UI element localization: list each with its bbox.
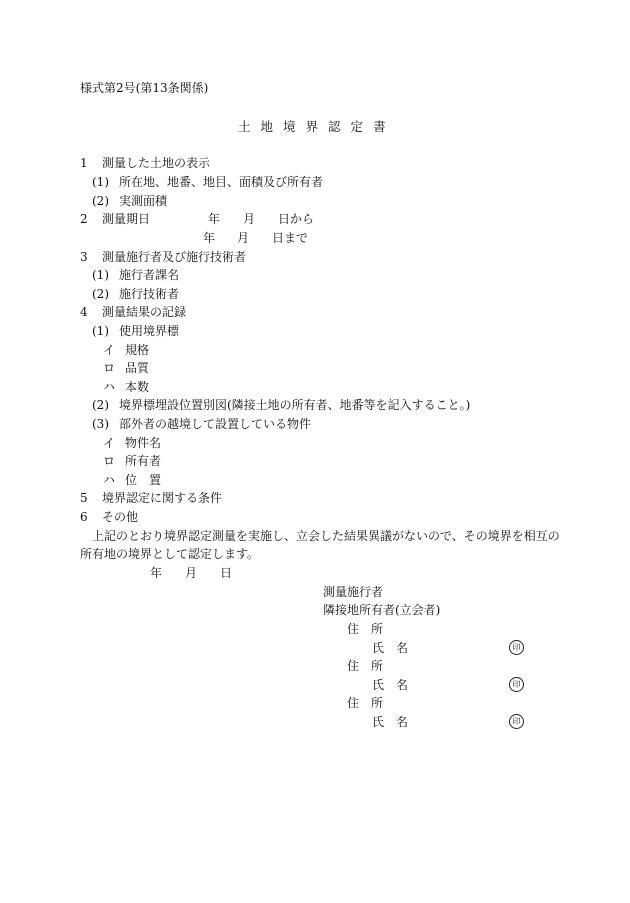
from-month: 月 [243, 212, 256, 226]
section-4-3-i-number: イ [103, 436, 116, 450]
section-4-1-label: 使用境界標 [119, 324, 180, 338]
section-1-1-number: (1) [92, 175, 109, 189]
section-4-3-ha-number: ハ [103, 473, 116, 487]
statement-line-2: 所有地の境界として認定します。 [80, 547, 260, 561]
section-1-label: 測量した土地の表示 [102, 156, 211, 170]
section-1-1-label: 所在地、地番、地目、面積及び所有者 [119, 175, 324, 189]
date-month: 月 [185, 566, 198, 580]
surveyor-label: 測量施行者 [323, 585, 384, 599]
from-day: 日から [278, 212, 315, 226]
section-4-2-number: (2) [92, 398, 109, 412]
section-6-label: その他 [102, 510, 139, 524]
section-3-2-label: 施行技術者 [119, 287, 180, 301]
name-label-1: 氏 名 [372, 641, 409, 655]
section-2-label: 測量期日 [102, 212, 151, 226]
section-4-number: 4 [80, 305, 88, 319]
section-4-3-ro-label: 所有者 [125, 454, 162, 468]
section-4-1-i-label: 規格 [125, 343, 150, 357]
address-label-2: 住 所 [347, 659, 384, 673]
section-4-3-number: (3) [92, 417, 109, 431]
to-day: 日まで [272, 231, 309, 245]
statement-line-1: 上記のとおり境界認定測量を実施し、立会した結果異議がないので、その境界を相互の [92, 529, 560, 543]
address-label-3: 住 所 [347, 696, 384, 710]
seal-icon: 印 [509, 677, 524, 692]
section-6-number: 6 [80, 510, 88, 524]
section-4-3-ha-label: 位 置 [125, 473, 162, 487]
from-year: 年 [208, 212, 221, 226]
section-3-2-number: (2) [92, 287, 109, 301]
address-label-1: 住 所 [347, 622, 384, 636]
section-3-1-number: (1) [92, 268, 109, 282]
name-label-3: 氏 名 [372, 715, 409, 729]
section-1-number: 1 [80, 156, 88, 170]
document-title: 土地境界認定書 [238, 119, 396, 134]
section-4-1-ro-label: 品質 [125, 361, 150, 375]
date-day: 日 [220, 566, 233, 580]
section-1-2-label: 実測面積 [119, 194, 168, 208]
section-4-2-label: 境界標埋設位置別図(隣接土地の所有者、地番等を記入すること。) [119, 398, 471, 412]
to-month: 月 [237, 231, 250, 245]
name-label-2: 氏 名 [372, 678, 409, 692]
seal-icon: 印 [509, 640, 524, 655]
section-3-label: 測量施行者及び施行技術者 [102, 250, 247, 264]
section-4-label: 測量結果の記録 [102, 305, 187, 319]
seal-icon: 印 [509, 714, 524, 729]
section-4-3-label: 部外者の越境して設置している物件 [119, 417, 312, 431]
section-4-3-i-label: 物件名 [125, 436, 162, 450]
section-2-number: 2 [80, 212, 88, 226]
form-number: 様式第2号(第13条関係) [80, 81, 209, 95]
section-1-2-number: (2) [92, 194, 109, 208]
section-4-1-ro-number: ロ [103, 361, 116, 375]
section-3-number: 3 [80, 250, 88, 264]
section-4-1-ha-label: 本数 [125, 380, 150, 394]
section-4-1-number: (1) [92, 324, 109, 338]
neighbor-owner-label: 隣接地所有者(立会者) [323, 603, 441, 617]
date-year: 年 [150, 566, 163, 580]
to-year: 年 [203, 231, 216, 245]
section-4-1-ha-number: ハ [103, 380, 116, 394]
section-3-1-label: 施行者課名 [119, 268, 180, 282]
section-4-3-ro-number: ロ [103, 454, 116, 468]
section-5-number: 5 [80, 491, 88, 505]
section-5-label: 境界認定に関する条件 [102, 491, 223, 505]
section-4-1-i-number: イ [103, 343, 116, 357]
